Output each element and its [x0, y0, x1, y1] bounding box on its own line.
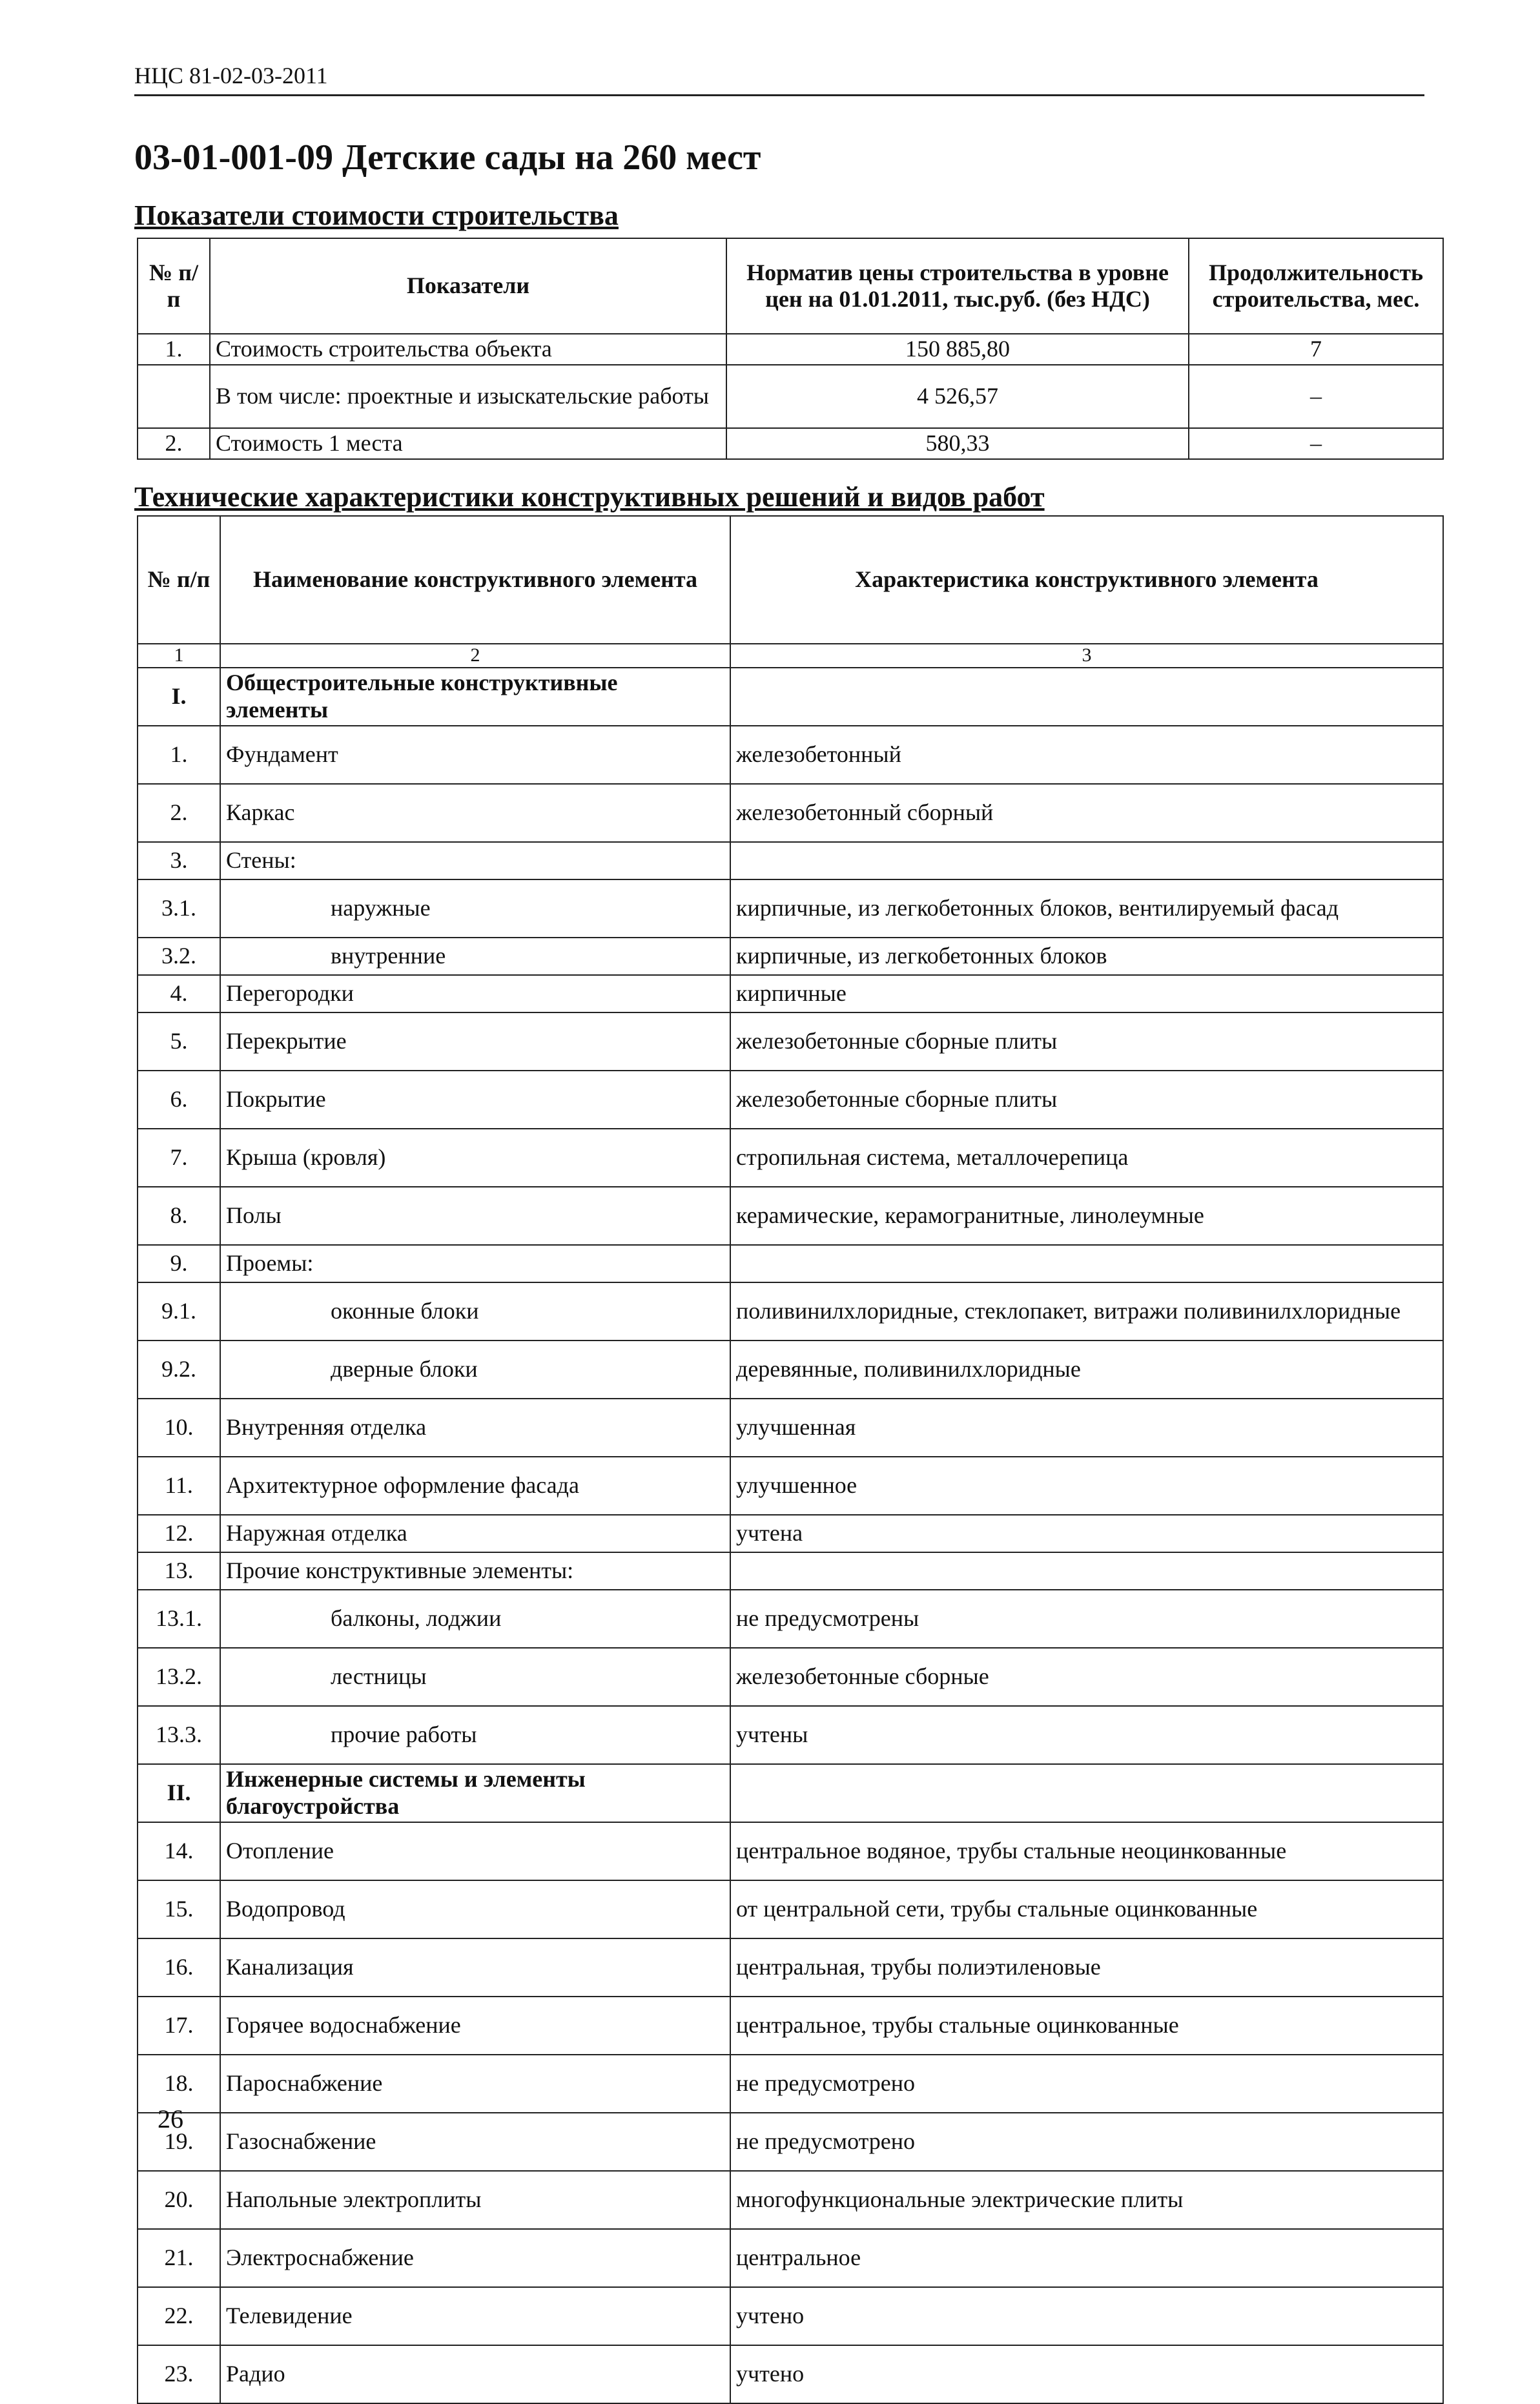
table-row	[138, 938, 1443, 975]
element-characteristic: керамические, керамогранитные, линолеумные	[730, 1187, 1443, 1245]
element-characteristic: улучшенная	[730, 1399, 1443, 1457]
element-name: Водопровод	[220, 1880, 730, 1938]
element-characteristic: деревянные, поливинилхлоридные	[730, 1341, 1443, 1399]
table-header-row	[138, 516, 1443, 644]
element-characteristic: учтена	[730, 1515, 1443, 1552]
row-number: 9.	[138, 1245, 220, 1282]
row-number: 3.1.	[138, 879, 220, 938]
element-characteristic: железобетонный	[730, 726, 1443, 784]
row-number: 11.	[138, 1457, 220, 1515]
element-characteristic: поливинилхлоридные, стеклопакет, витражи поливинилхлоридные	[730, 1282, 1443, 1341]
element-characteristic: кирпичные	[730, 975, 1443, 1012]
row-number: 19.	[138, 2113, 220, 2171]
element-characteristic: железобетонный сборный	[730, 784, 1443, 842]
table-row	[138, 1245, 1443, 1282]
row-number: 5.	[138, 1012, 220, 1071]
element-characteristic: центральная, трубы полиэтиленовые	[730, 1938, 1443, 1997]
element-characteristic: стропильная система, металлочерепица	[730, 1129, 1443, 1187]
table-row	[138, 1822, 1443, 1880]
table-row	[138, 1457, 1443, 1515]
table-row	[138, 1880, 1443, 1938]
table-row	[138, 975, 1443, 1012]
table-row	[138, 2229, 1443, 2287]
row-number: 21.	[138, 2229, 220, 2287]
row-number: 9.2.	[138, 1341, 220, 1399]
row-number: 13.2.	[138, 1648, 220, 1706]
element-characteristic: кирпичные, из легкобетонных блоков	[730, 938, 1443, 975]
row-number	[138, 365, 210, 428]
row-number: 9.1.	[138, 1282, 220, 1341]
row-number: I.	[138, 668, 220, 726]
table-row	[138, 1938, 1443, 1997]
element-characteristic: учтено	[730, 2345, 1443, 2403]
row-number: 10.	[138, 1399, 220, 1457]
table-row	[138, 2171, 1443, 2229]
element-name: Электроснабжение	[220, 2229, 730, 2287]
table-row	[138, 2055, 1443, 2113]
element-name: Прочие конструктивные элементы:	[220, 1552, 730, 1590]
element-name: Стены:	[220, 842, 730, 879]
element-characteristic: многофункциональные электрические плиты	[730, 2171, 1443, 2229]
row-number: 15.	[138, 1880, 220, 1938]
element-characteristic: центральное водяное, трубы стальные неоцинкованные	[730, 1822, 1443, 1880]
element-name: лестницы	[220, 1648, 730, 1706]
element-name: балконы, лоджии	[220, 1590, 730, 1648]
table-row	[138, 1515, 1443, 1552]
duration-value: 7	[1189, 334, 1443, 365]
element-characteristic: улучшенное	[730, 1457, 1443, 1515]
element-name: Пароснабжение	[220, 2055, 730, 2113]
price-value: 150 885,80	[726, 334, 1189, 365]
column-index: 2	[220, 644, 730, 668]
table-row	[138, 1706, 1443, 1764]
element-characteristic: железобетонные сборные	[730, 1648, 1443, 1706]
column-header: Наименование конструктивного элемента	[220, 516, 730, 644]
element-characteristic: центральное	[730, 2229, 1443, 2287]
element-name: Крыша (кровля)	[220, 1129, 730, 1187]
element-name: Общестроительные конструктивные элементы	[220, 668, 730, 726]
column-header: Показатели	[210, 238, 726, 334]
column-header: Продолжительность строительства, мес.	[1189, 238, 1443, 334]
element-name: прочие работы	[220, 1706, 730, 1764]
top-rule	[134, 94, 1424, 96]
element-name: дверные блоки	[220, 1341, 730, 1399]
indicator-name: В том числе: проектные и изыскательские работы	[210, 365, 726, 428]
table-row	[138, 428, 1443, 459]
row-number: 22.	[138, 2287, 220, 2345]
duration-value: –	[1189, 365, 1443, 428]
column-header: Норматив цены строительства в уровне цен на 01.01.2011, тыс.руб. (без НДС)	[726, 238, 1189, 334]
element-characteristic: центральное, трубы стальные оцинкованные	[730, 1997, 1443, 2055]
table-row	[138, 784, 1443, 842]
row-number: 20.	[138, 2171, 220, 2229]
row-number: 4.	[138, 975, 220, 1012]
element-name: Фундамент	[220, 726, 730, 784]
table-row	[138, 1187, 1443, 1245]
element-characteristic: железобетонные сборные плиты	[730, 1071, 1443, 1129]
cost-section-title: Показатели стоимости строительства	[134, 200, 619, 231]
element-characteristic	[730, 842, 1443, 879]
price-value: 580,33	[726, 428, 1189, 459]
element-characteristic: не предусмотрено	[730, 2055, 1443, 2113]
row-number: 2.	[138, 784, 220, 842]
table-row	[138, 879, 1443, 938]
element-name: Напольные электроплиты	[220, 2171, 730, 2229]
table-row	[138, 2345, 1443, 2403]
tech-table	[137, 515, 1444, 2404]
element-name: Проемы:	[220, 1245, 730, 1282]
row-number: 13.3.	[138, 1706, 220, 1764]
table-row	[138, 1341, 1443, 1399]
table-row	[138, 1764, 1443, 1822]
column-index: 3	[730, 644, 1443, 668]
element-name: Каркас	[220, 784, 730, 842]
table-row	[138, 1997, 1443, 2055]
row-number: 14.	[138, 1822, 220, 1880]
table-header-row	[138, 238, 1443, 334]
page-title: 03-01-001-09 Детские сады на 260 мест	[134, 138, 761, 178]
cost-table	[137, 238, 1444, 460]
table-row	[138, 1071, 1443, 1129]
element-name: Полы	[220, 1187, 730, 1245]
element-name: Архитектурное оформление фасада	[220, 1457, 730, 1515]
row-number: 7.	[138, 1129, 220, 1187]
element-characteristic: учтены	[730, 1706, 1443, 1764]
element-name: Телевидение	[220, 2287, 730, 2345]
element-name: Перекрытие	[220, 1012, 730, 1071]
element-name: Внутренняя отделка	[220, 1399, 730, 1457]
element-characteristic: не предусмотрено	[730, 2113, 1443, 2171]
indicator-name: Стоимость строительства объекта	[210, 334, 726, 365]
row-number: 3.	[138, 842, 220, 879]
column-index: 1	[138, 644, 220, 668]
row-number: 16.	[138, 1938, 220, 1997]
element-name: внутренние	[220, 938, 730, 975]
element-name: Покрытие	[220, 1071, 730, 1129]
element-name: Канализация	[220, 1938, 730, 1997]
table-row	[138, 1590, 1443, 1648]
column-header: № п/п	[138, 516, 220, 644]
table-row	[138, 842, 1443, 879]
table-row	[138, 1552, 1443, 1590]
table-row	[138, 1282, 1443, 1341]
element-name: Горячее водоснабжение	[220, 1997, 730, 2055]
column-header: № п/п	[138, 238, 210, 334]
element-characteristic: от центральной сети, трубы стальные оцинкованные	[730, 1880, 1443, 1938]
column-header: Характеристика конструктивного элемента	[730, 516, 1443, 644]
row-number: 8.	[138, 1187, 220, 1245]
row-number: II.	[138, 1764, 220, 1822]
row-number: 17.	[138, 1997, 220, 2055]
page-number: 26	[158, 2104, 183, 2133]
element-name: наружные	[220, 879, 730, 938]
table-row	[138, 2287, 1443, 2345]
tech-section-title: Технические характеристики конструктивных решений и видов работ	[134, 481, 1045, 513]
doc-code: НЦС 81-02-03-2011	[134, 63, 328, 88]
element-characteristic	[730, 1764, 1443, 1822]
element-characteristic: железобетонные сборные плиты	[730, 1012, 1443, 1071]
element-characteristic	[730, 668, 1443, 726]
row-number: 1.	[138, 334, 210, 365]
table-row	[138, 726, 1443, 784]
duration-value: –	[1189, 428, 1443, 459]
element-characteristic	[730, 1245, 1443, 1282]
row-number: 3.2.	[138, 938, 220, 975]
element-characteristic: не предусмотрены	[730, 1590, 1443, 1648]
element-name: Отопление	[220, 1822, 730, 1880]
element-characteristic	[730, 1552, 1443, 1590]
row-number: 23.	[138, 2345, 220, 2403]
element-name: Наружная отделка	[220, 1515, 730, 1552]
table-row	[138, 2113, 1443, 2171]
row-number: 13.1.	[138, 1590, 220, 1648]
table-row	[138, 334, 1443, 365]
table-row	[138, 1648, 1443, 1706]
row-number: 1.	[138, 726, 220, 784]
row-number: 12.	[138, 1515, 220, 1552]
table-row	[138, 1012, 1443, 1071]
row-number: 13.	[138, 1552, 220, 1590]
element-name: оконные блоки	[220, 1282, 730, 1341]
element-name: Перегородки	[220, 975, 730, 1012]
table-row	[138, 1399, 1443, 1457]
element-characteristic: учтено	[730, 2287, 1443, 2345]
row-number: 2.	[138, 428, 210, 459]
price-value: 4 526,57	[726, 365, 1189, 428]
element-characteristic: кирпичные, из легкобетонных блоков, вентилируемый фасад	[730, 879, 1443, 938]
column-index-row	[138, 644, 1443, 668]
element-name: Газоснабжение	[220, 2113, 730, 2171]
table-row	[138, 1129, 1443, 1187]
row-number: 18.	[138, 2055, 220, 2113]
element-name: Радио	[220, 2345, 730, 2403]
table-row	[138, 668, 1443, 726]
table-row	[138, 365, 1443, 428]
row-number: 6.	[138, 1071, 220, 1129]
indicator-name: Стоимость 1 места	[210, 428, 726, 459]
element-name: Инженерные системы и элементы благоустройства	[220, 1764, 730, 1822]
